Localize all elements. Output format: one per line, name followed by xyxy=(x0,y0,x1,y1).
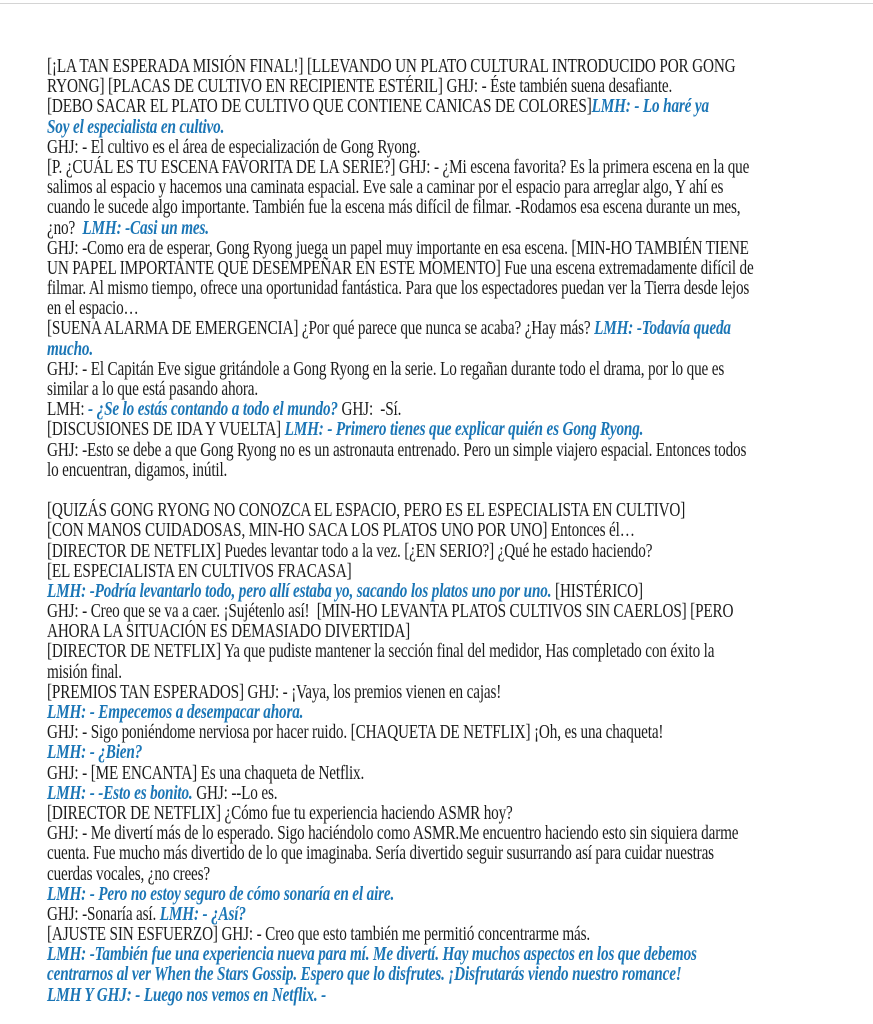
transcript-line xyxy=(47,257,754,279)
transcript-line xyxy=(47,278,750,300)
transcript-text: filmar. Al mismo tiempo, ofrece una oportunidad fantástica. Para que los espectadores puedan ver la Tierra desde lejos xyxy=(47,278,750,300)
lmh-dialogue-text: Soy el especialista en cultivo. xyxy=(47,116,225,138)
transcript-text: GHJ: - [ME ENCANTA] Es una chaqueta de Netflix. xyxy=(47,762,365,784)
transcript-text: [DEBO SACAR EL PLATO DE CULTIVO QUE CONTIENE CANICAS DE COLORES] xyxy=(47,96,592,118)
transcript-text: GHJ: - Sigo poniéndome nerviosa por hacer ruido. [CHAQUETA DE NETFLIX] ¡Oh, es una chaqueta! xyxy=(47,722,664,744)
transcript-line xyxy=(47,380,659,400)
transcript-text: [PREMIOS TAN ESPERADOS] GHJ: - ¡Vaya, los premios vienen en cajas! xyxy=(47,681,502,703)
transcript-text: lo encuentran, digamos, inútil. xyxy=(47,459,228,481)
transcript-text: AHORA LA SITUACIÓN ES DEMASIADO DIVERTIDA] xyxy=(47,621,411,643)
transcript-line xyxy=(47,743,659,763)
transcript-text: cuenta. Fue mucho más divertido de lo que imaginaba. Sería divertido seguir susurrando así para cuidar nuestras xyxy=(47,843,714,865)
lmh-dialogue-text: LMH: -Podría levantarlo todo, pero allí estaba yo, sacando los platos uno por uno. xyxy=(47,580,556,602)
lmh-dialogue-text: - ¿Se lo estás contando a todo el mundo? xyxy=(88,399,342,421)
transcript-line xyxy=(47,986,659,1006)
lmh-dialogue-text: LMH: - Empecemos a desempacar ahora. xyxy=(47,702,304,723)
transcript-line xyxy=(47,823,739,845)
transcript-line xyxy=(47,905,659,925)
transcript-line xyxy=(47,118,659,138)
top-border-line xyxy=(0,3,873,4)
transcript-line xyxy=(47,439,747,461)
transcript-line xyxy=(47,663,659,683)
transcript-text: GHJ: -Sí. xyxy=(341,399,402,421)
transcript-text: [DIRECTOR DE NETFLIX] ¿Cómo fue tu experiencia haciendo ASMR hoy? xyxy=(47,802,513,824)
transcript-line xyxy=(47,964,682,986)
transcript-text: [DIRECTOR DE NETFLIX] Ya que pudiste mantener la sección final del medidor, Has completado con éxito la xyxy=(47,641,715,663)
transcript-line xyxy=(47,542,659,562)
transcript-line xyxy=(47,683,659,703)
transcript-line xyxy=(47,219,659,239)
lmh-dialogue-text: LMH Y GHJ: - Luego nos vemos en Netflix. - xyxy=(47,984,327,1006)
transcript-line xyxy=(47,177,724,199)
transcript-line xyxy=(47,764,659,784)
transcript-line xyxy=(47,843,714,865)
transcript-line xyxy=(47,299,659,319)
transcript-line xyxy=(47,156,750,178)
transcript-line xyxy=(47,944,697,966)
lmh-dialogue-text: LMH: - Pero no estoy seguro de cómo sonaría en el aire. xyxy=(47,883,395,905)
lmh-dialogue-text: LMH: - -Esto es bonito. xyxy=(47,782,197,804)
transcript-text: GHJ: -Sonaría así. xyxy=(47,903,160,925)
transcript-line xyxy=(47,865,659,885)
transcript-line xyxy=(47,784,659,804)
transcript-line xyxy=(47,521,659,541)
transcript-text: ¿no? xyxy=(47,217,83,239)
transcript-text: salimos al espacio y hacemos una caminata espacial. Eve sale a caminar por el espacio para arreglar algo, Y ahí es xyxy=(47,177,724,199)
lmh-dialogue-text: mucho. xyxy=(47,338,93,360)
lmh-dialogue-text: LMH: -Todavía queda xyxy=(594,318,731,340)
transcript-text: GHJ: - El cultivo es el área de especialización de Gong Ryong. xyxy=(47,136,421,158)
transcript-line xyxy=(47,340,659,360)
transcript-text: GHJ: - El Capitán Eve sigue gritándole a Gong Ryong en la serie. Lo regañan durante todo el drama, por lo que es xyxy=(47,358,725,380)
transcript-line xyxy=(47,400,659,420)
transcript-line xyxy=(47,622,659,642)
transcript-text: similar a lo que está pasando ahora. xyxy=(47,379,259,400)
transcript-text: [EL ESPECIALISTA EN CULTIVOS FRACASA] xyxy=(47,560,352,582)
transcript-text: LMH: xyxy=(47,399,89,421)
transcript-line xyxy=(47,138,659,158)
transcript-line xyxy=(47,96,709,118)
transcript-line xyxy=(47,56,736,77)
transcript-line xyxy=(47,601,734,623)
lmh-dialogue-text: LMH: - Lo haré ya xyxy=(591,96,709,118)
transcript-text: GHJ: - Creo que se va a caer. ¡Sujétenlo así! [MIN-HO LEVANTA PLATOS CULTIVOS SIN CAERLOS] [PERO xyxy=(47,601,734,623)
transcript-line xyxy=(47,420,659,440)
transcript-line xyxy=(47,885,659,905)
lmh-dialogue-text: LMH: -También fue una experiencia nueva para mí. Me divertí. Hay muchos aspectos en los que debemos xyxy=(47,944,697,966)
transcript-line xyxy=(47,641,715,663)
transcript-line xyxy=(47,318,731,340)
transcript-line xyxy=(47,804,659,824)
transcript-text: GHJ: - Me divertí más de lo esperado. Sigo haciéndolo como ASMR.Me encuentro haciendo esto sin siquiera darme xyxy=(47,823,739,845)
transcript-line xyxy=(47,722,664,744)
transcript-text: [P. ¿CUÁL ES TU ESCENA FAVORITA DE LA SERIE?] GHJ: - ¿Mi escena favorita? Es la primera escena en la que xyxy=(47,156,750,178)
transcript-line xyxy=(47,76,673,98)
transcript-text: GHJ: --Lo es. xyxy=(196,782,278,804)
lmh-dialogue-text: centrarnos al ver When the Stars Gossip. Espero que lo disfrutes. ¡Disfrutarás viendo nuestro romance! xyxy=(47,964,682,986)
transcript-text: GHJ: -Esto se debe a que Gong Ryong no es un astronauta entrenado. Pero un simple viajero espacial. Entonces todos xyxy=(47,439,747,461)
lmh-dialogue-text: LMH: - ¿Bien? xyxy=(47,742,143,764)
transcript-text: en el espacio… xyxy=(47,298,139,320)
transcript-line xyxy=(47,237,749,259)
lmh-dialogue-text: LMH: - ¿Así? xyxy=(159,903,246,925)
transcript-text: [DISCUSIONES DE IDA Y VUELTA] xyxy=(47,419,285,441)
transcript-text: RYONG] [PLACAS DE CULTIVO EN RECIPIENTE ESTÉRIL] GHJ: - Éste también suena desafiante. xyxy=(47,76,673,98)
transcript-document xyxy=(47,57,831,1006)
blank-line xyxy=(47,481,659,501)
transcript-text: GHJ: -Como era de esperar, Gong Ryong juega un papel muy importante en esa escena. [MIN-HO TAMBIÉN TIENE xyxy=(47,237,749,259)
transcript-lines xyxy=(47,57,831,1006)
transcript-line xyxy=(47,461,659,481)
transcript-line xyxy=(47,197,741,219)
transcript-text: [QUIZÁS GONG RYONG NO CONOZCA EL ESPACIO, PERO ES EL ESPECIALISTA EN CULTIVO] xyxy=(47,500,686,522)
transcript-line xyxy=(47,925,659,945)
transcript-text: [DIRECTOR DE NETFLIX] Puedes levantar todo a la vez. [¿EN SERIO?] ¿Qué he estado haciendo? xyxy=(47,540,653,562)
transcript-line xyxy=(47,562,659,582)
transcript-line xyxy=(47,703,659,723)
transcript-text: [CON MANOS CUIDADOSAS, MIN-HO SACA LOS PLATOS UNO POR UNO] Entonces él… xyxy=(47,520,635,542)
transcript-line xyxy=(47,500,686,522)
transcript-text: [AJUSTE SIN ESFUERZO] GHJ: - Creo que esto también me permitió concentrarme más. xyxy=(47,924,591,946)
transcript-text: cuando le sucede algo importante. También fue la escena más difícil de filmar. -Rodamos esa escena durante un mes, xyxy=(47,197,741,219)
transcript-text: UN PAPEL IMPORTANTE QUE DESEMPEÑAR EN ESTE MOMENTO] Fue una escena extremadamente difícil de xyxy=(47,257,754,279)
transcript-line xyxy=(47,582,659,602)
transcript-text: misión final. xyxy=(47,661,122,683)
transcript-line xyxy=(47,358,725,380)
lmh-dialogue-text: LMH: -Casi un mes. xyxy=(82,217,209,239)
transcript-text: cuerdas vocales, ¿no crees? xyxy=(47,863,211,885)
lmh-dialogue-text: LMH: - Primero tienes que explicar quién es Gong Ryong. xyxy=(284,419,644,441)
transcript-text: [SUENA ALARMA DE EMERGENCIA] ¿Por qué parece que nunca se acaba? ¿Hay más? xyxy=(47,318,595,340)
transcript-text: [HISTÉRICO] xyxy=(555,580,643,602)
transcript-text: [¡LA TAN ESPERADA MISIÓN FINAL!] [LLEVANDO UN PLATO CULTURAL INTRODUCIDO POR GONG xyxy=(47,56,736,77)
